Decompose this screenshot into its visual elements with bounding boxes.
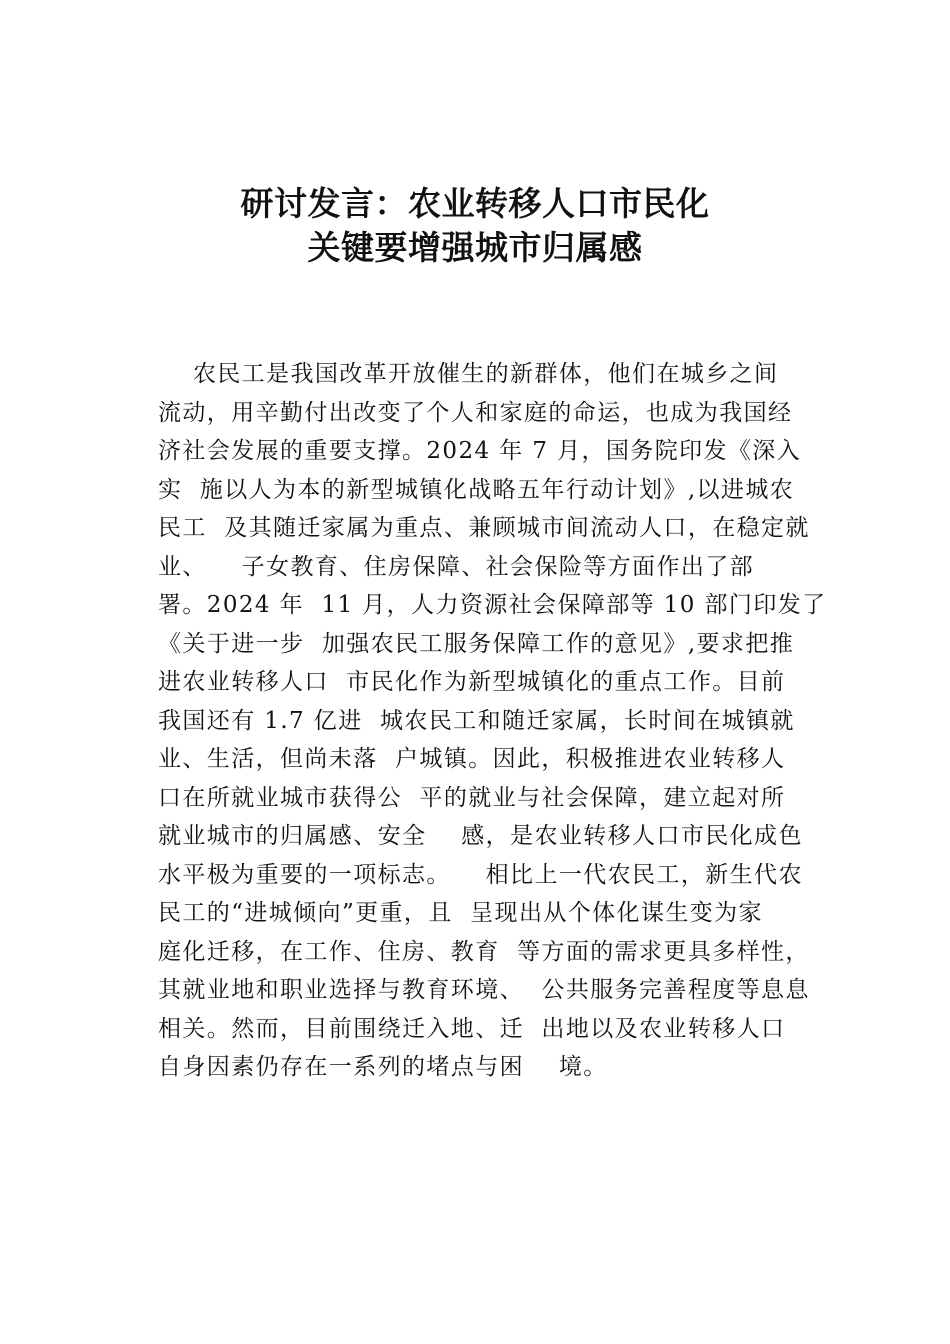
title-line-2: 关键要增强城市归属感 [307, 228, 643, 267]
body-line: 民工 及其随迁家属为重点、兼顾城市间流动人口，在稳定就 [158, 515, 810, 541]
body-line: 业、生活，但尚未落 户城镇。因此，积极推进农业转移人 [158, 746, 786, 772]
body-line: 水平极为重要的一项标志。 相比上一代农民工，新生代农 [158, 861, 803, 888]
body-line: 业、 子女教育、住房保障、社会保险等方面作出了部 [158, 553, 755, 580]
body-line: 农民工是我国改革开放催生的新群体，他们在城乡之间 [158, 361, 779, 387]
body-line: 实 施以人为本的新型城镇化战略五年行动计划》,以进城农 [158, 476, 795, 503]
body-line: 就业城市的归属感、安全 感，是农业转移人口市民化成色 [158, 823, 803, 849]
body-line: 我国还有 1.7 亿进 城农民工和随迁家属，长时间在城镇就 [158, 707, 795, 734]
body-line: 济社会发展的重要支撑。2024 年 7 月，国务院印发《深入 [158, 438, 802, 464]
body-paragraph [158, 355, 838, 1087]
body-line: 其就业地和职业选择与教育环境、 公共服务完善程度等息息 [158, 977, 810, 1003]
body-line: 《关于进一步 加强农民工服务保障工作的意见》,要求把推 [158, 630, 795, 657]
title-line-1: 研讨发言：农业转移人口市民化 [240, 184, 710, 223]
body-line: 庭化迁移，在工作、住房、教育 等方面的需求更具多样性， [158, 938, 810, 965]
document-title [0, 182, 950, 270]
body-line: 进农业转移人口 市民化作为新型城镇化的重点工作。目前 [158, 669, 786, 695]
body-line: 自身因素仍存在一系列的堵点与困 境。 [158, 1054, 608, 1080]
body-line: 口在所就业城市获得公 平的就业与社会保障，建立起对所 [158, 784, 786, 811]
body-line: 民工的“进城倾向”更重，且 呈现出从个体化谋生变为家 [158, 900, 763, 926]
body-line: 署。2024 年 11 月，人力资源社会保障部等 10 部门印发了 [158, 592, 827, 618]
body-line: 流动，用辛勤付出改变了个人和家庭的命运，也成为我国经 [158, 399, 793, 426]
body-line: 相关。然而，目前围绕迁入地、迁 出地以及农业转移人口 [158, 1015, 786, 1042]
